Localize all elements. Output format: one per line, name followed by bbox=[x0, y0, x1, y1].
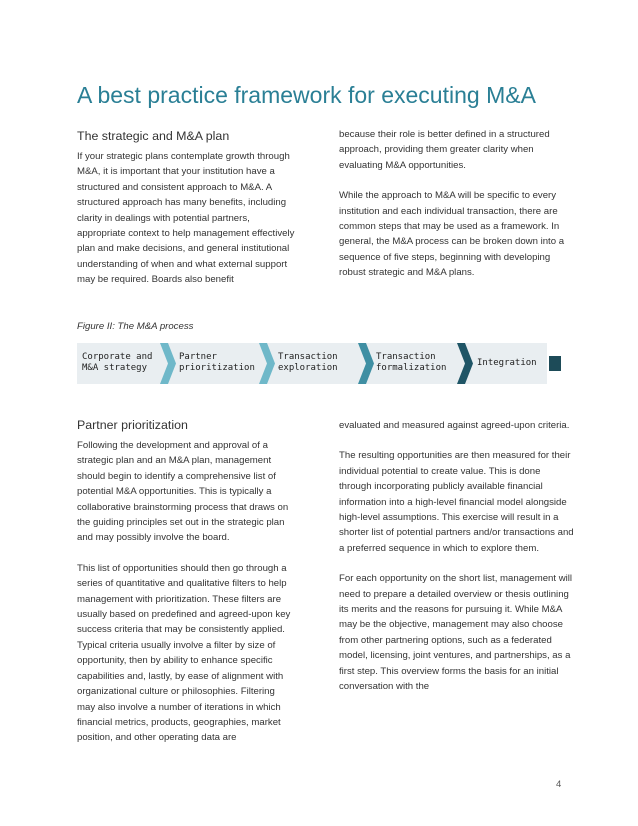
page-number: 4 bbox=[556, 779, 562, 790]
ma-process-diagram bbox=[77, 343, 561, 384]
step-label-3: Transaction exploration bbox=[278, 352, 338, 373]
page-title: A best practice framework for executing M&A bbox=[77, 82, 536, 108]
section1-heading: The strategic and M&A plan bbox=[77, 129, 230, 143]
section1-paragraph: because their role is better defined in a structured approach, providing them greater clarity when evaluating M&A opportunities. bbox=[339, 129, 550, 171]
step-label-2: Partner prioritization bbox=[179, 352, 255, 373]
section1-left-column bbox=[77, 128, 295, 303]
section1-paragraph: If your strategic plans contemplate growth through M&A, it is important that your institution have a structured and consistent approach to M&A. A structured approach has many benefits, including clarity in dealings with potential partners, appropriate context to help management effectively plan and make decisions, and general institutional understanding of when and what external support may be required. Boards also benefit bbox=[77, 151, 295, 286]
section2-right-column bbox=[339, 418, 575, 710]
step-label-4: Transaction formalization bbox=[376, 352, 447, 373]
section2-paragraph: The resulting opportunities are then measured for their individual potential to create value. This is done through incorporating publicly available financial information into a high-level financial model alongside high-level assumptions. This exercise will result in a shorter list of potential partners and/or transactions and a preferred sequence in which to explore them. bbox=[339, 450, 574, 554]
section2-heading: Partner prioritization bbox=[77, 418, 188, 432]
section1-right-column bbox=[339, 127, 575, 296]
section2-paragraph: This list of opportunities should then go through a series of quantitative and qualitative filters to help management with prioritization. These filters are usually based on predefined and agreed-upon key success criteria that may be consistently applied. Typical criteria usually involve a filter by size of opportunity, then by ability to enhance specific capabilities and, lastly, by ease of alignment with organizational culture or philosophies. Filtering may also involve a number of iterations in which financial metrics, products, geographies, market position, and other operating data are bbox=[77, 562, 291, 744]
section2-left-column bbox=[77, 417, 295, 761]
section2-paragraph: Following the development and approval of a strategic plan and an M&A plan, management should begin to identify a comprehensive list of potential M&A opportunities. This is typically a collaborative brainstorming process that draws on the guiding principles set out in the strategic plan and may possibly involve the board. bbox=[77, 440, 289, 544]
section1-paragraph: While the approach to M&A will be specific to every institution and each individual transaction, there are common steps that may be used as a framework. In general, the M&A process can be broken down into a sequence of five steps, beginning with developing robust strategic and M&A plans. bbox=[339, 190, 565, 279]
end-block bbox=[549, 356, 561, 371]
step-label-5: Integration bbox=[477, 358, 537, 368]
section2-paragraph: For each opportunity on the short list, management will need to prepare a detailed overview or thesis outlining its merits and the reasons for pursuing it. While M&A may be the objective, management may also choose from other partnering options, such as a federated model, licensing, joint ventures, and partnerships, as a first step. This overview forms the basis for an initial conversation with the bbox=[339, 573, 573, 693]
section2-paragraph: evaluated and measured against agreed-upon criteria. bbox=[339, 420, 570, 431]
step-label-1: Corporate and M&A strategy bbox=[82, 352, 153, 373]
figure-caption: Figure II: The M&A process bbox=[77, 321, 194, 332]
